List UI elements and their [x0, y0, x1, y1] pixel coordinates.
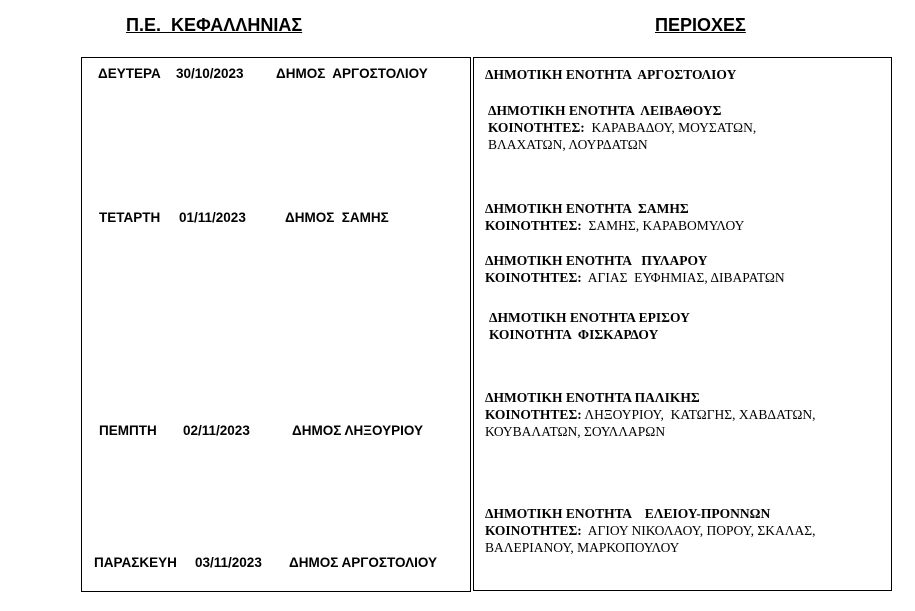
schedule-date: 01/11/2023 [179, 210, 246, 225]
area-communities-list: ΦΙΣΚΑΡΔΟΥ [571, 327, 659, 342]
area-communities [488, 119, 756, 136]
area-communities-label: ΚΟΙΝΟΤΗΤΕΣ: [488, 120, 585, 135]
area-argostoli [485, 66, 736, 83]
area-communities-list: ΚΑΡΑΒΑΔΟΥ, ΜΟΥΣΑΤΩΝ, [584, 120, 757, 135]
area-communities [485, 406, 816, 423]
area-communities-list: ΛΗΞΟΥΡΙΟΥ, ΚΑΤΩΓΗΣ, ΧΑΒΔΑΤΩΝ, [581, 407, 816, 422]
schedule-municipality: ΔΗΜΟΣ ΣΑΜΗΣ [285, 210, 389, 225]
schedule-date: 03/11/2023 [195, 555, 262, 570]
area-communities-continued: ΒΑΛΕΡΙΑΝΟΥ, ΜΑΡΚΟΠΟΥΛΟΥ [485, 540, 680, 555]
area-communities-label: ΚΟΙΝΟΤΗΤΕΣ: [485, 218, 582, 233]
area-communities [489, 326, 690, 343]
area-communities-continued: ΚΟΥΒΑΛΑΤΩΝ, ΣΟΥΛΛΑΡΩΝ [485, 424, 666, 439]
right-header: ΠΕΡΙΟΧΕΣ [655, 15, 746, 35]
schedule-box [81, 57, 471, 592]
area-communities-label: ΚΟΙΝΟΤΗΤΕΣ: [485, 523, 582, 538]
schedule-date: 02/11/2023 [183, 423, 250, 438]
area-communities-label: ΚΟΙΝΟΤΗΤΕΣ: [485, 270, 582, 285]
area-unit-title: ΔΗΜΟΤΙΚΗ ΕΝΟΤΗΤΑ ΕΛΕΙΟΥ-ΠΡΟΝΝΩΝ [485, 506, 771, 521]
area-palikis [485, 389, 816, 440]
schedule-municipality: ΔΗΜΟΣ ΛΗΞΟΥΡΙΟΥ [292, 423, 424, 438]
area-samis [485, 200, 744, 234]
area-erisou [489, 309, 690, 343]
area-leivathous [488, 102, 756, 153]
schedule-day: ΔΕΥΤΕΡΑ [98, 66, 161, 81]
area-communities-list: ΣΑΜΗΣ, ΚΑΡΑΒΟΜΥΛΟΥ [581, 218, 745, 233]
area-communities [485, 269, 785, 286]
schedule-municipality: ΔΗΜΟΣ ΑΡΓΟΣΤΟΛΙΟΥ [276, 66, 428, 81]
area-unit-title: ΔΗΜΟΤΙΚΗ ΕΝΟΤΗΤΑ ΑΡΓΟΣΤΟΛΙΟΥ [485, 67, 737, 82]
area-unit-title: ΔΗΜΟΤΙΚΗ ΕΝΟΤΗΤΑ ΠΑΛΙΚΗΣ [485, 390, 700, 405]
area-communities-list: ΑΓΙΑΣ ΕΥΦΗΜΙΑΣ, ΔΙΒΑΡΑΤΩΝ [581, 270, 785, 285]
area-communities [485, 217, 744, 234]
schedule-municipality: ΔΗΜΟΣ ΑΡΓΟΣΤΟΛΙΟΥ [289, 555, 438, 570]
area-eleiou-pronnon [485, 505, 816, 556]
area-communities-continued: ΒΛΑΧΑΤΩΝ, ΛΟΥΡΔΑΤΩΝ [488, 137, 648, 152]
area-communities-label: ΚΟΙΝΟΤΗΤΑ [489, 327, 572, 342]
schedule-day: ΠΑΡΑΣΚΕΥΗ [94, 555, 177, 570]
area-communities-list: ΑΓΙΟΥ ΝΙΚΟΛΑΟΥ, ΠΟΡΟΥ, ΣΚΑΛΑΣ, [581, 523, 816, 538]
schedule-day: ΠΕΜΠΤΗ [99, 423, 157, 438]
area-unit-title: ΔΗΜΟΤΙΚΗ ΕΝΟΤΗΤΑ ΕΡΙΣΟΥ [489, 310, 690, 325]
area-pylarou [485, 252, 785, 286]
area-communities [485, 522, 816, 539]
area-unit-title: ΔΗΜΟΤΙΚΗ ΕΝΟΤΗΤΑ ΠΥΛΑΡΟΥ [485, 253, 708, 268]
schedule-day: ΤΕΤΑΡΤΗ [99, 210, 161, 225]
schedule-date: 30/10/2023 [176, 66, 244, 81]
left-header: Π.Ε. ΚΕΦΑΛΛΗΝΙΑΣ [126, 15, 303, 35]
area-unit-title: ΔΗΜΟΤΙΚΗ ΕΝΟΤΗΤΑ ΣΑΜΗΣ [485, 201, 689, 216]
area-unit-title: ΔΗΜΟΤΙΚΗ ΕΝΟΤΗΤΑ ΛΕΙΒΑΘΟΥΣ [488, 103, 722, 118]
area-communities-label: ΚΟΙΝΟΤΗΤΕΣ: [485, 407, 582, 422]
